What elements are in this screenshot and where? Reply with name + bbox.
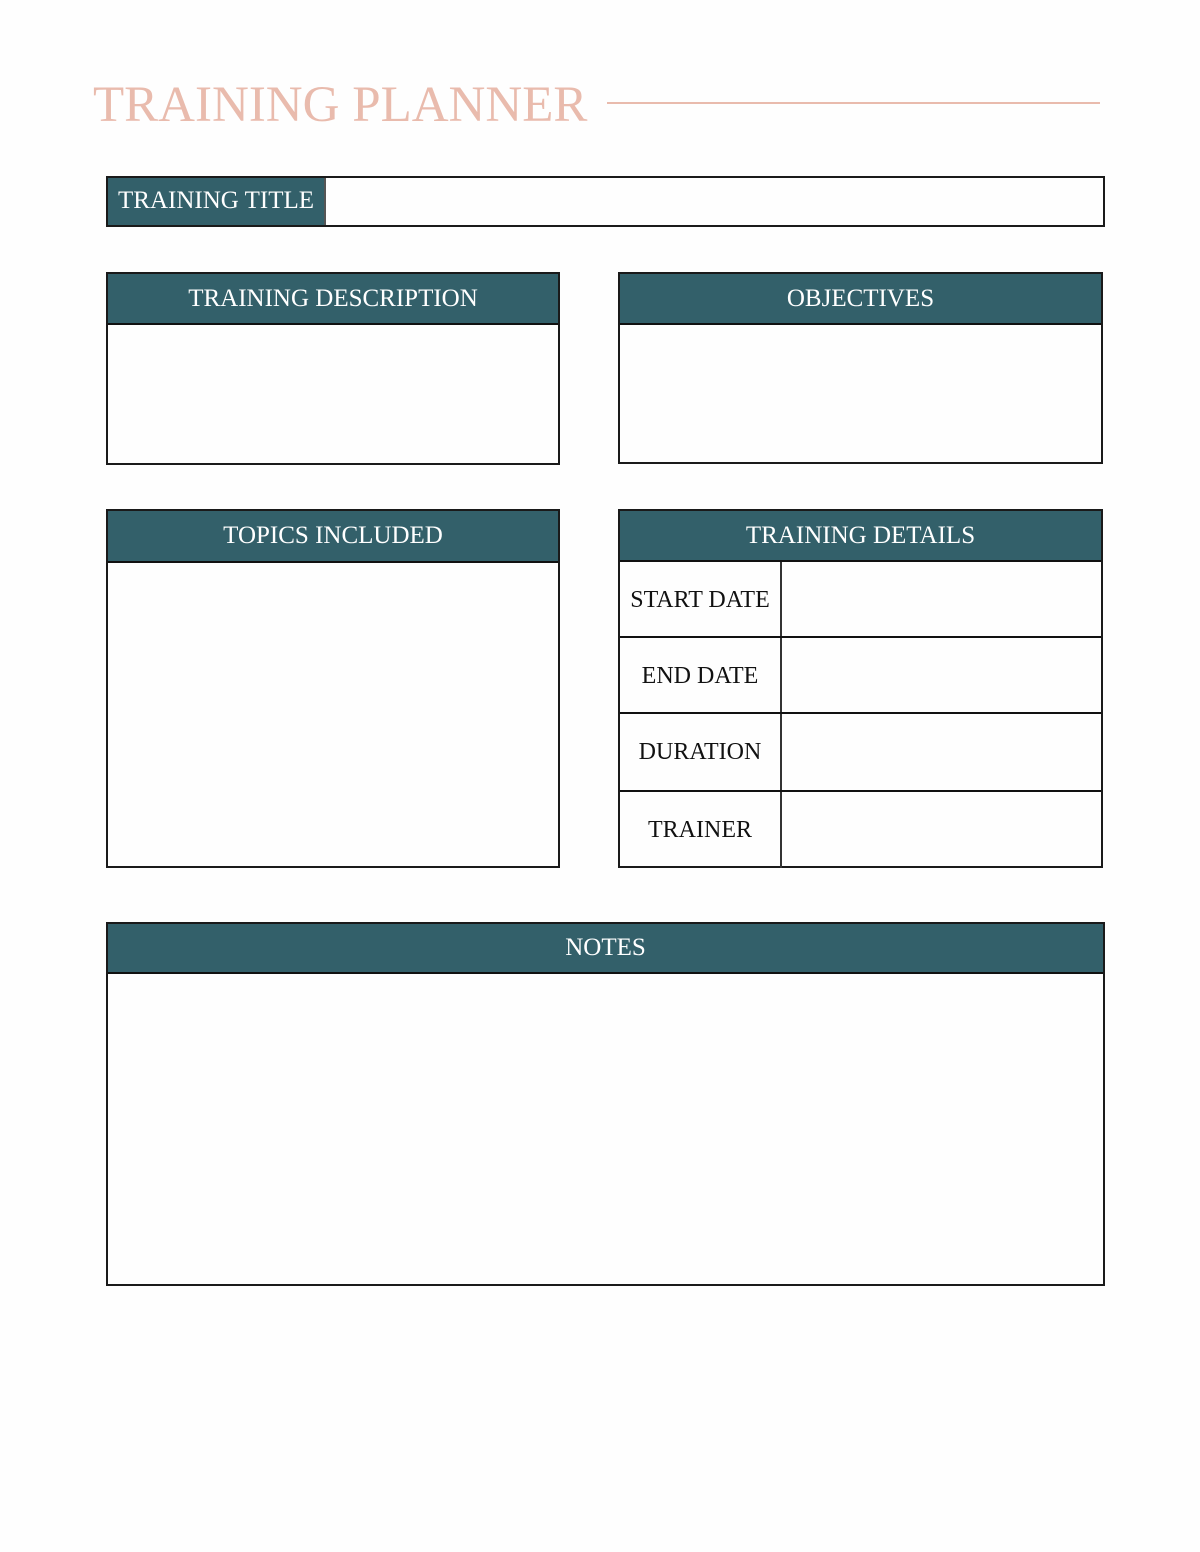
- duration-field[interactable]: [782, 714, 1101, 791]
- page-title: TRAINING PLANNER: [93, 77, 588, 133]
- training-details-section: [618, 509, 1103, 868]
- training-description-section[interactable]: [106, 272, 560, 465]
- objectives-section[interactable]: [618, 272, 1103, 464]
- notes-section[interactable]: [106, 922, 1105, 1286]
- notes-header: NOTES: [108, 924, 1103, 974]
- title-rule: [607, 102, 1100, 104]
- topics-included-header: TOPICS INCLUDED: [108, 511, 558, 563]
- end-date-label: END DATE: [620, 638, 782, 714]
- duration-label: DURATION: [620, 714, 782, 791]
- training-title-field[interactable]: [106, 176, 1105, 227]
- training-description-header: TRAINING DESCRIPTION: [108, 274, 558, 325]
- details-row-duration: [620, 712, 1101, 791]
- details-row-start-date: [620, 560, 1101, 638]
- training-details-header: TRAINING DETAILS: [620, 511, 1101, 562]
- start-date-field[interactable]: [782, 562, 1101, 638]
- training-title-label: TRAINING TITLE: [108, 178, 326, 225]
- trainer-field[interactable]: [782, 792, 1101, 868]
- end-date-field[interactable]: [782, 638, 1101, 714]
- details-row-end-date: [620, 636, 1101, 714]
- start-date-label: START DATE: [620, 562, 782, 638]
- topics-included-section[interactable]: [106, 509, 560, 868]
- details-row-trainer: [620, 790, 1101, 868]
- objectives-header: OBJECTIVES: [620, 274, 1101, 325]
- trainer-label: TRAINER: [620, 792, 782, 868]
